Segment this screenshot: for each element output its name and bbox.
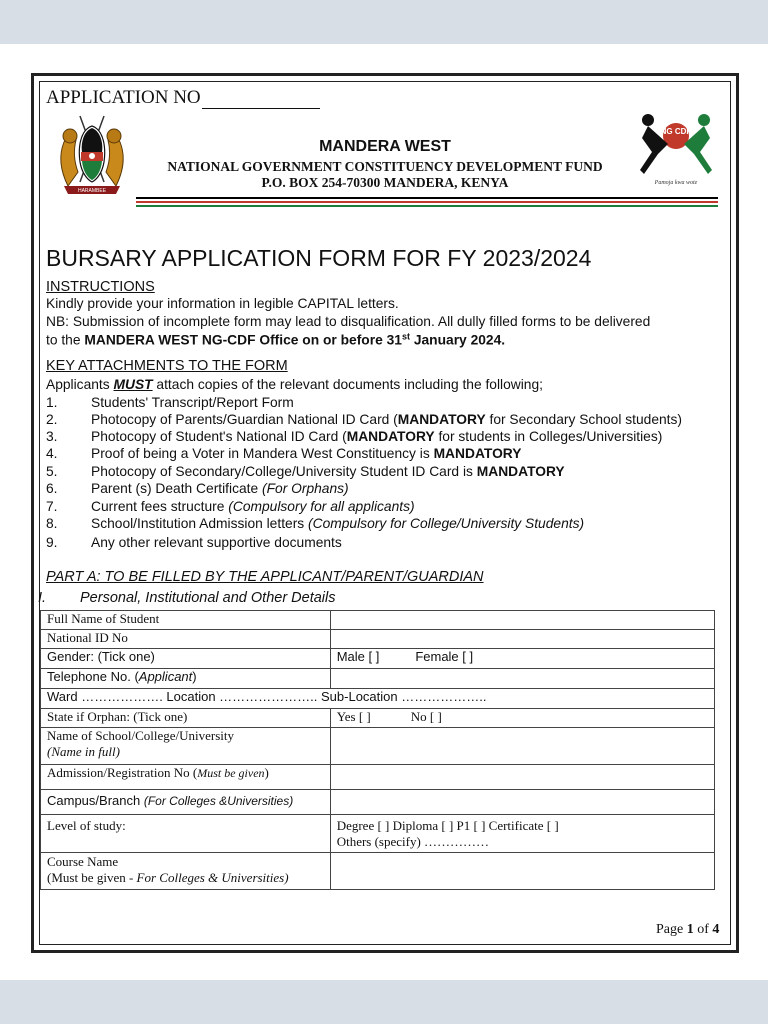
gender-male-checkbox[interactable]: Male [ ]: [336, 649, 380, 664]
course-name-label: Course Name (Must be given - For Colleges & Universities): [41, 853, 331, 890]
svg-text:HARAMBEE: HARAMBEE: [77, 188, 107, 194]
table-row: [41, 765, 715, 790]
gender-female-checkbox[interactable]: Female [ ]: [415, 649, 474, 664]
attachments-heading: KEY ATTACHMENTS TO THE FORM: [46, 358, 288, 374]
admission-label: Admission/Registration No (Must be given): [41, 765, 331, 790]
part-a-heading: PART A: TO BE FILLED BY THE APPLICANT/PARENT/GUARDIAN: [46, 569, 484, 585]
orphan-label: State if Orphan: (Tick one): [41, 709, 331, 728]
school-label: Name of School/College/University (Name in full): [41, 728, 331, 765]
full-name-field[interactable]: [330, 611, 714, 630]
constituency-name: MANDERA WEST: [319, 138, 451, 155]
fund-name: NATIONAL GOVERNMENT CONSTITUENCY DEVELOPMENT FUND: [167, 159, 603, 174]
application-number-field: APPLICATION NO: [46, 87, 320, 109]
gender-label: Gender: (Tick one): [41, 649, 331, 669]
address: P.O. BOX 254-70300 MANDERA, KENYA: [261, 175, 509, 190]
kenya-coat-of-arms-icon: [50, 112, 134, 198]
table-row: [41, 669, 715, 689]
applicant-details-table: [40, 610, 715, 890]
table-row: [41, 815, 715, 853]
table-row: [41, 790, 715, 815]
instructions-heading: INSTRUCTIONS: [46, 279, 155, 295]
table-row: [41, 630, 715, 649]
full-name-label: Full Name of Student: [41, 611, 331, 630]
flag-stripes: [136, 197, 718, 207]
page-number: Page 1 of 4: [656, 922, 720, 937]
course-name-field[interactable]: [330, 853, 714, 890]
svg-text:Pamoja kwa wote: Pamoja kwa wote: [654, 180, 698, 186]
telephone-field[interactable]: [330, 669, 714, 689]
gender-options: [330, 649, 714, 669]
instructions-line-2: NB: Submission of incomplete form may lead to disqualification. All dully filled forms to be delivered: [46, 314, 651, 329]
table-row: [41, 649, 715, 669]
table-row: [41, 853, 715, 890]
table-row: [41, 611, 715, 630]
orphan-yes-checkbox[interactable]: Yes [ ]: [336, 709, 371, 724]
application-number-line: [202, 90, 320, 109]
admission-field[interactable]: [330, 765, 714, 790]
orphan-no-checkbox[interactable]: No [ ]: [410, 709, 442, 724]
table-row: [41, 728, 715, 765]
national-id-label: National ID No: [41, 630, 331, 649]
table-row: [41, 689, 715, 709]
level-of-study-label: Level of study:: [41, 815, 331, 853]
orphan-options: [330, 709, 714, 728]
level-of-study-options[interactable]: Degree [ ] Diploma [ ] P1 [ ] Certificate [ ] Others (specify) ……………: [330, 815, 714, 853]
ng-cdf-logo-icon: [632, 110, 718, 196]
campus-label: Campus/Branch (For Colleges &Universities): [41, 790, 331, 815]
ward-location-field[interactable]: Ward ………………. Location ………………….. Sub-Location ………………..: [41, 689, 715, 709]
school-field[interactable]: [330, 728, 714, 765]
table-row: [41, 709, 715, 728]
attachments-intro: Applicants MUST attach copies of the relevant documents including the following;: [46, 377, 543, 392]
instructions-line-3: to the MANDERA WEST NG-CDF Office on or before 31st January 2024.: [46, 331, 506, 348]
form-title: BURSARY APPLICATION FORM FOR FY 2023/2024: [46, 245, 592, 271]
svg-text:NG CDF: NG CDF: [660, 127, 692, 136]
national-id-field[interactable]: [330, 630, 714, 649]
instructions-line-1: Kindly provide your information in legible CAPITAL letters.: [46, 296, 399, 311]
campus-field[interactable]: [330, 790, 714, 815]
telephone-label: Telephone No. (Applicant): [41, 669, 331, 689]
